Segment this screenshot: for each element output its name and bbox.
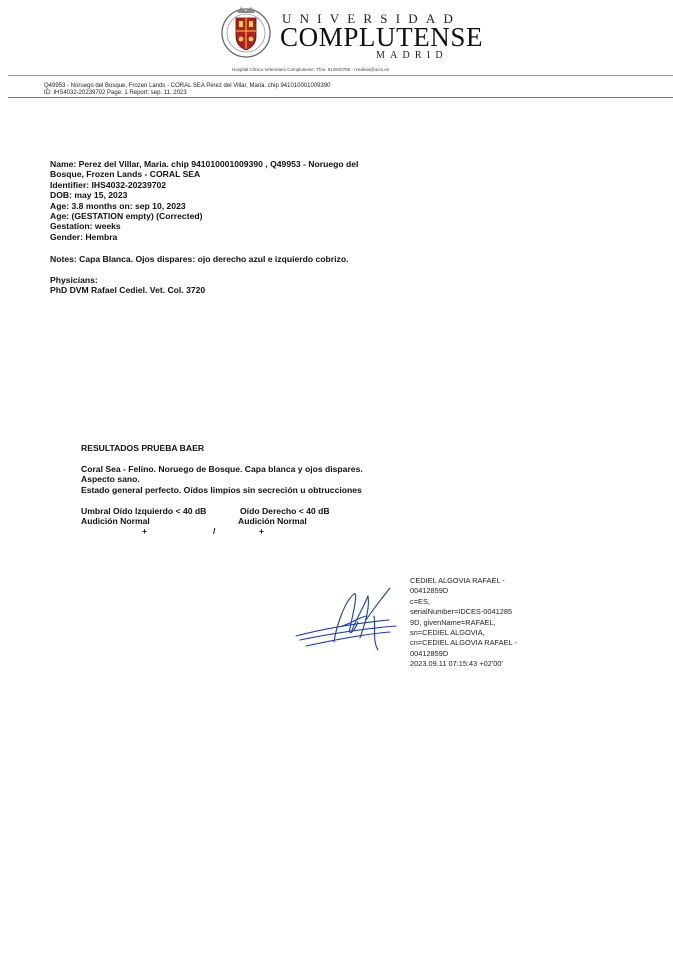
signature-line: 00412859D <box>410 648 449 658</box>
patient-notes: Notes: Capa Blanca. Ojos dispares: ojo derecho azul e izquierdo cobrizo. <box>50 254 349 264</box>
baer-results-title: RESULTADOS PRUEBA BAER <box>81 443 205 453</box>
right-ear-symbol: + <box>259 526 265 536</box>
result-separator: / <box>213 526 216 536</box>
left-ear-result: Audición Normal <box>81 516 150 526</box>
university-crest-icon <box>220 2 272 62</box>
signature-line: sn=CEDIEL ALGOVIA, <box>410 628 485 638</box>
signature-line: 9D, givenName=RAFAEL, <box>410 617 496 627</box>
patient-gender: Gender: Hembra <box>50 231 118 242</box>
patient-info-block <box>50 159 358 242</box>
university-name-line1: UNIVERSIDAD <box>282 11 462 26</box>
patient-dob: DOB: may 15, 2023 <box>50 190 128 201</box>
right-ear-threshold: Oído Derecho < 40 dB <box>240 506 330 516</box>
signature-line: serialNumber=IDCES-0041285 <box>410 607 513 617</box>
patient-gestation: Gestation: weeks <box>50 221 121 232</box>
meta-divider <box>8 97 673 98</box>
digital-signature-details <box>410 576 517 670</box>
university-name-line3: MADRID <box>376 50 448 61</box>
signature-line: 2023.09.11 07:15:43 +02'00' <box>410 659 503 669</box>
handwritten-signature-icon <box>294 580 406 656</box>
right-ear-result: Audición Normal <box>238 516 307 526</box>
signature-line: c=ES, <box>410 596 430 606</box>
report-header-line1: Q49953 - Noruego del Bosque, Frozen Lands - CORAL SEA Perez del Villar, Maria. chip 941010001009390 <box>44 83 331 89</box>
hospital-contact-line: Hospital Clínico Veterinario Complutense. Tfno: 913943755 · rcediela@ucm.es <box>232 67 390 72</box>
patient-name-line1: Name: Perez del Villar, Maria. chip 941010001009390 , Q49953 - Noruego del <box>50 159 359 169</box>
report-header-line2: ID: IHS4032-20239702 Page: 1 Report: sep. 11, 2023 <box>44 90 187 96</box>
header-divider <box>8 75 673 76</box>
physicians-block <box>50 275 205 296</box>
patient-age: Age: 3.8 months on: sep 10, 2023 <box>50 200 186 211</box>
baer-results-table <box>81 506 381 540</box>
baer-desc-line2: Aspecto sano. <box>81 474 140 485</box>
signature-line: 00412859D <box>410 586 449 596</box>
report-header-meta <box>44 83 331 97</box>
baer-desc-line1: Coral Sea - Felino. Noruego de Bosque. Capa blanca y ojos dispares. <box>81 464 363 474</box>
signature-line: cn=CEDIEL ALGOVIA RAFAEL - <box>410 638 517 648</box>
physicians-label: Physicians: <box>50 275 98 285</box>
patient-age-corrected: Age: (GESTATION empty) (Corrected) <box>50 211 203 222</box>
left-ear-symbol: + <box>142 526 148 536</box>
physician-name: PhD DVM Rafael Cediel. Vet. Col. 3720 <box>50 285 206 296</box>
baer-description <box>81 464 363 495</box>
patient-name-line2: Bosque, Frozen Lands - CORAL SEA <box>50 169 201 180</box>
patient-identifier: Identifier: IHS4032-20239702 <box>50 179 167 190</box>
signature-line: CEDIEL ALGOVIA RAFAEL - <box>410 576 505 585</box>
university-name-line2: COMPLUTENSE <box>280 22 484 52</box>
left-ear-threshold: Umbral Oído Izquierdo < 40 dB <box>81 506 207 516</box>
baer-desc-line3: Estado general perfecto. Oídos limpios sin secreción u obtrucciones <box>81 484 362 495</box>
